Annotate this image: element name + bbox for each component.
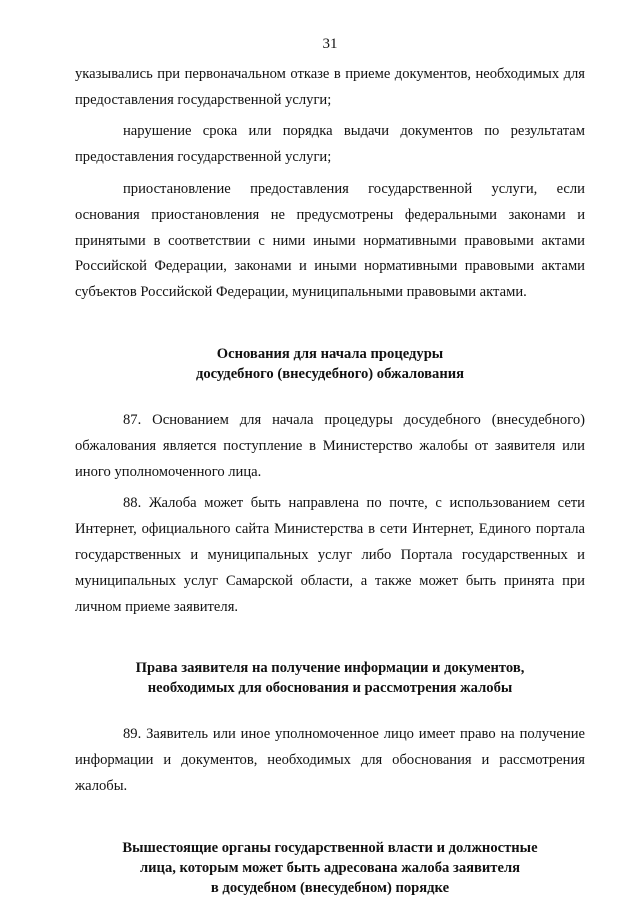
heading-line: досудебного (внесудебного) обжалования	[195, 365, 465, 382]
paragraph-87: 87. Основанием для начала процедуры досудебного (внесудебного) обжалования является поступление в Министерство жалобы от заявителя или иного уполномоченного лица.	[75, 411, 585, 480]
page-number: 31	[322, 36, 338, 52]
paragraph-deadline-violation: нарушение срока или порядка выдачи документов по результатам предоставления государственной услуги;	[75, 123, 585, 166]
paragraph-89: 89. Заявитель или иное уполномоченное лицо имеет право на получение информации и документов, необходимых для обоснования и рассмотрения жалобы.	[75, 726, 585, 794]
paragraph-refusal-grounds: указывались при первоначальном отказе в приеме документов, необходимых для предоставления государственной услуги;	[75, 65, 585, 108]
section-heading-applicant-rights	[75, 658, 585, 698]
paragraph-suspension: приостановление предоставления государственной услуги, если основания приостановления не предусмотрены федеральными законами и принятыми в соответствии с ними иными нормативными правовыми актами Российской Федерации, законами и иными нормативными правовыми актами субъектов Российской Федерации, муниципальными правовыми актами.	[75, 180, 585, 301]
heading-line: в досудебном (внесудебном) порядке	[210, 879, 450, 896]
section-heading-higher-authorities	[75, 838, 585, 898]
section-heading-appeal-grounds	[75, 344, 585, 384]
heading-line: необходимых для обоснования и рассмотрения жалобы	[147, 680, 513, 697]
heading-line: Права заявителя на получение информации и документов,	[135, 660, 525, 677]
heading-line: Основания для начала процедуры	[216, 345, 444, 362]
heading-line: лица, которым может быть адресована жалоба заявителя	[139, 859, 521, 876]
paragraph-88: 88. Жалоба может быть направлена по почте, с использованием сети Интернет, официального сайта Министерства в сети Интернет, Единого портала государственных и муниципальных услуг либо Портала государственных и муниципальных услуг Самарской области, а также может быть принята при личном приеме заявителя.	[75, 495, 585, 615]
heading-line: Вышестоящие органы государственной власти и должностные	[122, 839, 538, 856]
